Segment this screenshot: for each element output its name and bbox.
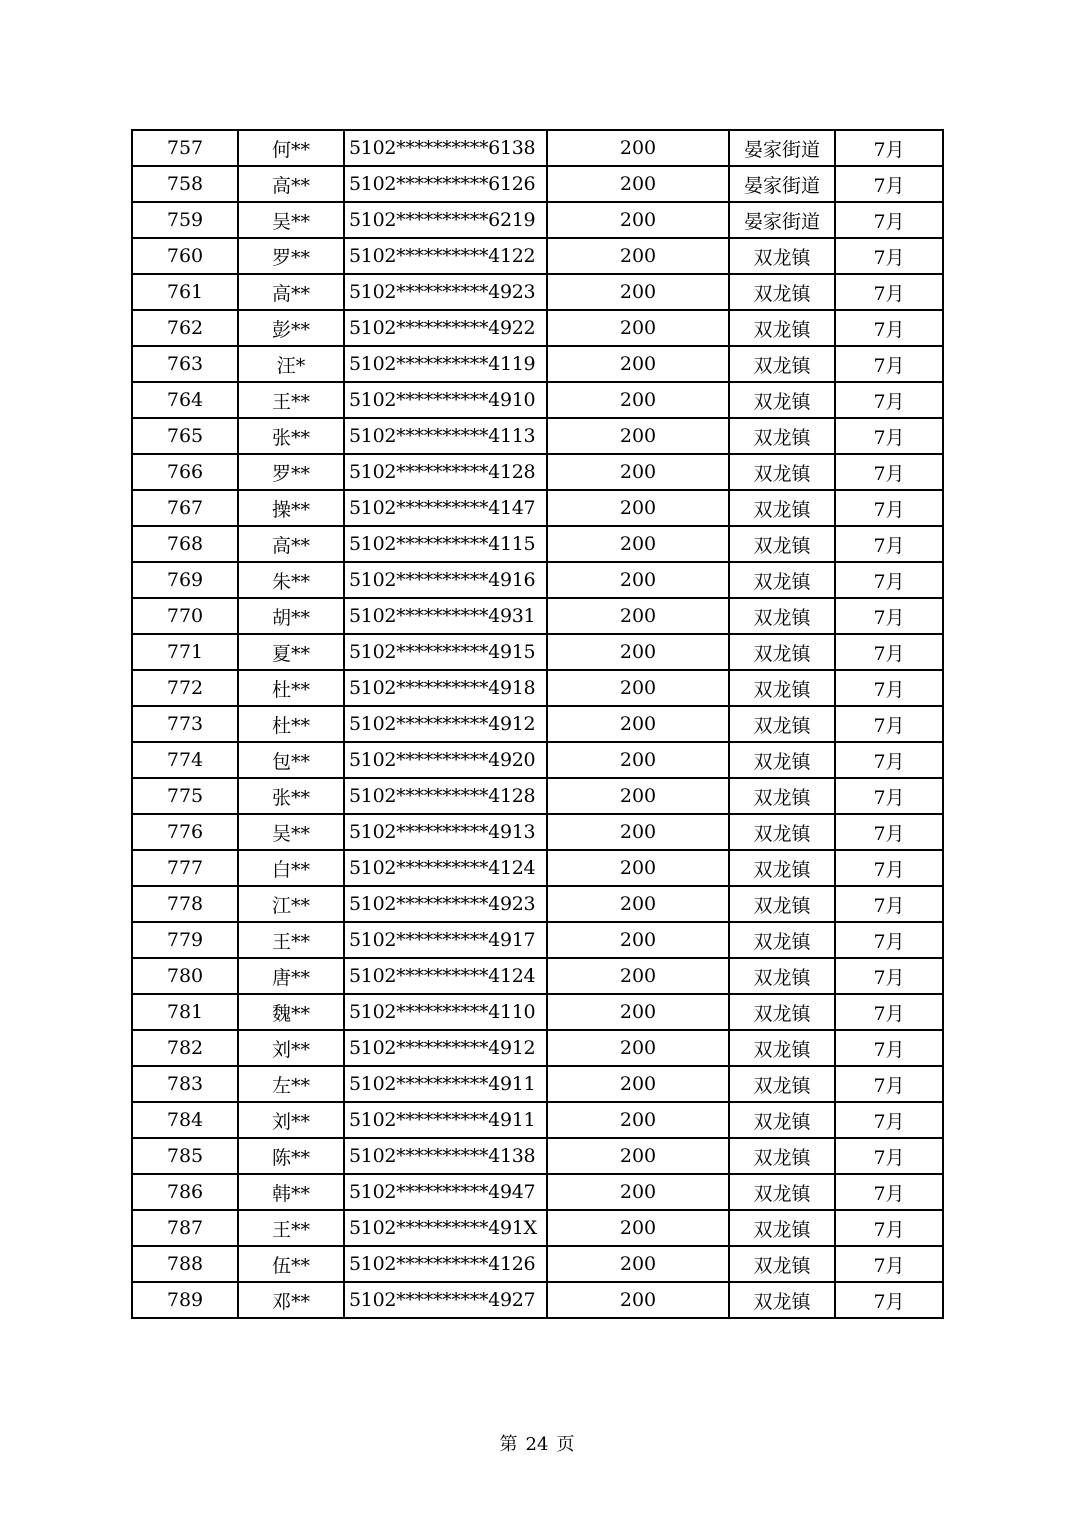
cell-amount: 200 xyxy=(547,814,729,850)
cell-name: 刘** xyxy=(238,1102,344,1138)
table-row xyxy=(132,1102,943,1138)
cell-id-number: 5102**********4927 xyxy=(344,1282,547,1318)
cell-id-number: 5102**********491X xyxy=(344,1210,547,1246)
cell-month: 7月 xyxy=(835,742,943,778)
table-row xyxy=(132,706,943,742)
cell-serial-number: 767 xyxy=(132,490,238,526)
cell-name: 白** xyxy=(238,850,344,886)
table-row xyxy=(132,238,943,274)
cell-serial-number: 765 xyxy=(132,418,238,454)
cell-serial-number: 773 xyxy=(132,706,238,742)
cell-id-number: 5102**********4915 xyxy=(344,634,547,670)
cell-id-number: 5102**********4115 xyxy=(344,526,547,562)
cell-month: 7月 xyxy=(835,310,943,346)
cell-month: 7月 xyxy=(835,526,943,562)
table-row xyxy=(132,166,943,202)
cell-area: 双龙镇 xyxy=(729,490,835,526)
cell-serial-number: 785 xyxy=(132,1138,238,1174)
cell-id-number: 5102**********4923 xyxy=(344,274,547,310)
table-row xyxy=(132,994,943,1030)
cell-month: 7月 xyxy=(835,1210,943,1246)
cell-name: 陈** xyxy=(238,1138,344,1174)
cell-name: 杜** xyxy=(238,706,344,742)
cell-month: 7月 xyxy=(835,886,943,922)
cell-month: 7月 xyxy=(835,454,943,490)
cell-amount: 200 xyxy=(547,1066,729,1102)
cell-name: 高** xyxy=(238,526,344,562)
cell-month: 7月 xyxy=(835,778,943,814)
cell-serial-number: 786 xyxy=(132,1174,238,1210)
cell-serial-number: 775 xyxy=(132,778,238,814)
cell-month: 7月 xyxy=(835,382,943,418)
table-row xyxy=(132,274,943,310)
cell-area: 双龙镇 xyxy=(729,526,835,562)
cell-name: 邓** xyxy=(238,1282,344,1318)
cell-month: 7月 xyxy=(835,1138,943,1174)
table-row xyxy=(132,310,943,346)
table-row xyxy=(132,814,943,850)
table-row xyxy=(132,454,943,490)
cell-serial-number: 759 xyxy=(132,202,238,238)
cell-id-number: 5102**********4922 xyxy=(344,310,547,346)
cell-name: 包** xyxy=(238,742,344,778)
cell-area: 双龙镇 xyxy=(729,886,835,922)
table-row xyxy=(132,1066,943,1102)
cell-serial-number: 776 xyxy=(132,814,238,850)
cell-amount: 200 xyxy=(547,1210,729,1246)
cell-name: 张** xyxy=(238,778,344,814)
cell-serial-number: 779 xyxy=(132,922,238,958)
cell-amount: 200 xyxy=(547,850,729,886)
table-row xyxy=(132,1030,943,1066)
cell-area: 双龙镇 xyxy=(729,418,835,454)
table-row xyxy=(132,634,943,670)
cell-id-number: 5102**********4147 xyxy=(344,490,547,526)
cell-area: 双龙镇 xyxy=(729,454,835,490)
cell-id-number: 5102**********6126 xyxy=(344,166,547,202)
cell-id-number: 5102**********4947 xyxy=(344,1174,547,1210)
table-row xyxy=(132,670,943,706)
cell-area: 双龙镇 xyxy=(729,346,835,382)
cell-serial-number: 787 xyxy=(132,1210,238,1246)
cell-area: 双龙镇 xyxy=(729,742,835,778)
cell-id-number: 5102**********4113 xyxy=(344,418,547,454)
cell-amount: 200 xyxy=(547,1282,729,1318)
cell-month: 7月 xyxy=(835,346,943,382)
cell-month: 7月 xyxy=(835,922,943,958)
cell-name: 王** xyxy=(238,922,344,958)
table-row xyxy=(132,886,943,922)
cell-area: 双龙镇 xyxy=(729,778,835,814)
cell-area: 晏家街道 xyxy=(729,202,835,238)
cell-amount: 200 xyxy=(547,778,729,814)
cell-id-number: 5102**********4910 xyxy=(344,382,547,418)
cell-month: 7月 xyxy=(835,1066,943,1102)
cell-name: 汪* xyxy=(238,346,344,382)
cell-id-number: 5102**********4138 xyxy=(344,1138,547,1174)
table-row xyxy=(132,1282,943,1318)
cell-month: 7月 xyxy=(835,166,943,202)
table-row xyxy=(132,202,943,238)
cell-id-number: 5102**********4126 xyxy=(344,1246,547,1282)
cell-month: 7月 xyxy=(835,130,943,166)
cell-amount: 200 xyxy=(547,742,729,778)
cell-serial-number: 788 xyxy=(132,1246,238,1282)
table-row xyxy=(132,346,943,382)
table-row xyxy=(132,382,943,418)
cell-month: 7月 xyxy=(835,850,943,886)
cell-area: 双龙镇 xyxy=(729,238,835,274)
cell-serial-number: 768 xyxy=(132,526,238,562)
cell-name: 王** xyxy=(238,382,344,418)
cell-amount: 200 xyxy=(547,958,729,994)
table-row xyxy=(132,958,943,994)
cell-serial-number: 757 xyxy=(132,130,238,166)
cell-id-number: 5102**********4122 xyxy=(344,238,547,274)
cell-serial-number: 760 xyxy=(132,238,238,274)
cell-month: 7月 xyxy=(835,202,943,238)
cell-month: 7月 xyxy=(835,1174,943,1210)
cell-amount: 200 xyxy=(547,454,729,490)
cell-serial-number: 789 xyxy=(132,1282,238,1318)
cell-area: 双龙镇 xyxy=(729,1102,835,1138)
cell-area: 双龙镇 xyxy=(729,382,835,418)
cell-serial-number: 771 xyxy=(132,634,238,670)
cell-id-number: 5102**********4931 xyxy=(344,598,547,634)
cell-name: 高** xyxy=(238,166,344,202)
cell-serial-number: 763 xyxy=(132,346,238,382)
cell-name: 罗** xyxy=(238,238,344,274)
cell-serial-number: 772 xyxy=(132,670,238,706)
cell-serial-number: 762 xyxy=(132,310,238,346)
cell-area: 晏家街道 xyxy=(729,166,835,202)
cell-amount: 200 xyxy=(547,1102,729,1138)
table-row xyxy=(132,418,943,454)
cell-name: 伍** xyxy=(238,1246,344,1282)
cell-area: 双龙镇 xyxy=(729,1174,835,1210)
cell-serial-number: 778 xyxy=(132,886,238,922)
cell-serial-number: 761 xyxy=(132,274,238,310)
cell-name: 高** xyxy=(238,274,344,310)
table-row xyxy=(132,850,943,886)
footer-prefix: 第 xyxy=(499,1434,518,1455)
cell-name: 吴** xyxy=(238,202,344,238)
cell-month: 7月 xyxy=(835,490,943,526)
cell-name: 胡** xyxy=(238,598,344,634)
cell-name: 罗** xyxy=(238,454,344,490)
cell-area: 双龙镇 xyxy=(729,994,835,1030)
cell-id-number: 5102**********4128 xyxy=(344,778,547,814)
cell-id-number: 5102**********4119 xyxy=(344,346,547,382)
cell-amount: 200 xyxy=(547,130,729,166)
cell-area: 双龙镇 xyxy=(729,1210,835,1246)
cell-name: 左** xyxy=(238,1066,344,1102)
cell-serial-number: 769 xyxy=(132,562,238,598)
table-row xyxy=(132,922,943,958)
cell-name: 何** xyxy=(238,130,344,166)
cell-serial-number: 764 xyxy=(132,382,238,418)
cell-area: 双龙镇 xyxy=(729,814,835,850)
roster-table-body xyxy=(132,130,943,1318)
cell-name: 江** xyxy=(238,886,344,922)
cell-name: 唐** xyxy=(238,958,344,994)
cell-amount: 200 xyxy=(547,706,729,742)
page-footer xyxy=(0,1430,1074,1456)
cell-id-number: 5102**********4917 xyxy=(344,922,547,958)
cell-id-number: 5102**********4128 xyxy=(344,454,547,490)
cell-name: 韩** xyxy=(238,1174,344,1210)
cell-area: 双龙镇 xyxy=(729,922,835,958)
cell-amount: 200 xyxy=(547,526,729,562)
cell-area: 双龙镇 xyxy=(729,958,835,994)
cell-month: 7月 xyxy=(835,238,943,274)
cell-id-number: 5102**********4913 xyxy=(344,814,547,850)
cell-month: 7月 xyxy=(835,598,943,634)
cell-serial-number: 784 xyxy=(132,1102,238,1138)
cell-month: 7月 xyxy=(835,1246,943,1282)
cell-id-number: 5102**********4124 xyxy=(344,850,547,886)
cell-amount: 200 xyxy=(547,598,729,634)
footer-suffix: 页 xyxy=(556,1434,575,1455)
page-number: 24 xyxy=(525,1434,549,1455)
cell-month: 7月 xyxy=(835,562,943,598)
cell-serial-number: 770 xyxy=(132,598,238,634)
cell-id-number: 5102**********4920 xyxy=(344,742,547,778)
cell-amount: 200 xyxy=(547,382,729,418)
cell-name: 张** xyxy=(238,418,344,454)
cell-amount: 200 xyxy=(547,238,729,274)
cell-area: 双龙镇 xyxy=(729,1030,835,1066)
table-row xyxy=(132,1246,943,1282)
cell-amount: 200 xyxy=(547,886,729,922)
cell-serial-number: 780 xyxy=(132,958,238,994)
cell-serial-number: 782 xyxy=(132,1030,238,1066)
roster-table xyxy=(131,129,944,1319)
cell-month: 7月 xyxy=(835,1102,943,1138)
table-row xyxy=(132,562,943,598)
table-row xyxy=(132,490,943,526)
cell-amount: 200 xyxy=(547,274,729,310)
cell-amount: 200 xyxy=(547,922,729,958)
cell-id-number: 5102**********4911 xyxy=(344,1066,547,1102)
cell-month: 7月 xyxy=(835,1282,943,1318)
cell-id-number: 5102**********4918 xyxy=(344,670,547,706)
cell-serial-number: 783 xyxy=(132,1066,238,1102)
cell-area: 双龙镇 xyxy=(729,562,835,598)
table-row xyxy=(132,1138,943,1174)
cell-amount: 200 xyxy=(547,202,729,238)
cell-id-number: 5102**********4911 xyxy=(344,1102,547,1138)
cell-area: 晏家街道 xyxy=(729,130,835,166)
cell-name: 朱** xyxy=(238,562,344,598)
cell-month: 7月 xyxy=(835,634,943,670)
table-row xyxy=(132,742,943,778)
cell-amount: 200 xyxy=(547,634,729,670)
cell-month: 7月 xyxy=(835,994,943,1030)
cell-id-number: 5102**********4916 xyxy=(344,562,547,598)
cell-serial-number: 777 xyxy=(132,850,238,886)
cell-amount: 200 xyxy=(547,1138,729,1174)
cell-serial-number: 781 xyxy=(132,994,238,1030)
cell-month: 7月 xyxy=(835,670,943,706)
cell-month: 7月 xyxy=(835,814,943,850)
cell-id-number: 5102**********4110 xyxy=(344,994,547,1030)
cell-amount: 200 xyxy=(547,994,729,1030)
cell-amount: 200 xyxy=(547,562,729,598)
cell-name: 彭** xyxy=(238,310,344,346)
table-row xyxy=(132,778,943,814)
cell-area: 双龙镇 xyxy=(729,1246,835,1282)
cell-month: 7月 xyxy=(835,274,943,310)
cell-name: 魏** xyxy=(238,994,344,1030)
cell-area: 双龙镇 xyxy=(729,850,835,886)
cell-area: 双龙镇 xyxy=(729,1282,835,1318)
cell-amount: 200 xyxy=(547,670,729,706)
table-row xyxy=(132,526,943,562)
cell-serial-number: 758 xyxy=(132,166,238,202)
table-row xyxy=(132,1210,943,1246)
cell-id-number: 5102**********6138 xyxy=(344,130,547,166)
table-row xyxy=(132,598,943,634)
cell-area: 双龙镇 xyxy=(729,310,835,346)
table-row xyxy=(132,1174,943,1210)
cell-amount: 200 xyxy=(547,1246,729,1282)
cell-area: 双龙镇 xyxy=(729,598,835,634)
cell-name: 杜** xyxy=(238,670,344,706)
cell-area: 双龙镇 xyxy=(729,706,835,742)
cell-name: 王** xyxy=(238,1210,344,1246)
cell-area: 双龙镇 xyxy=(729,1066,835,1102)
cell-amount: 200 xyxy=(547,346,729,382)
cell-month: 7月 xyxy=(835,706,943,742)
cell-name: 刘** xyxy=(238,1030,344,1066)
cell-id-number: 5102**********4912 xyxy=(344,706,547,742)
cell-area: 双龙镇 xyxy=(729,670,835,706)
table-row xyxy=(132,130,943,166)
cell-amount: 200 xyxy=(547,490,729,526)
cell-month: 7月 xyxy=(835,1030,943,1066)
cell-name: 操** xyxy=(238,490,344,526)
cell-amount: 200 xyxy=(547,1174,729,1210)
cell-serial-number: 766 xyxy=(132,454,238,490)
cell-amount: 200 xyxy=(547,310,729,346)
cell-id-number: 5102**********4912 xyxy=(344,1030,547,1066)
cell-area: 双龙镇 xyxy=(729,1138,835,1174)
cell-name: 夏** xyxy=(238,634,344,670)
cell-amount: 200 xyxy=(547,1030,729,1066)
cell-area: 双龙镇 xyxy=(729,274,835,310)
cell-month: 7月 xyxy=(835,958,943,994)
cell-id-number: 5102**********6219 xyxy=(344,202,547,238)
cell-serial-number: 774 xyxy=(132,742,238,778)
cell-id-number: 5102**********4124 xyxy=(344,958,547,994)
cell-id-number: 5102**********4923 xyxy=(344,886,547,922)
cell-name: 吴** xyxy=(238,814,344,850)
cell-amount: 200 xyxy=(547,418,729,454)
cell-area: 双龙镇 xyxy=(729,634,835,670)
cell-month: 7月 xyxy=(835,418,943,454)
cell-amount: 200 xyxy=(547,166,729,202)
